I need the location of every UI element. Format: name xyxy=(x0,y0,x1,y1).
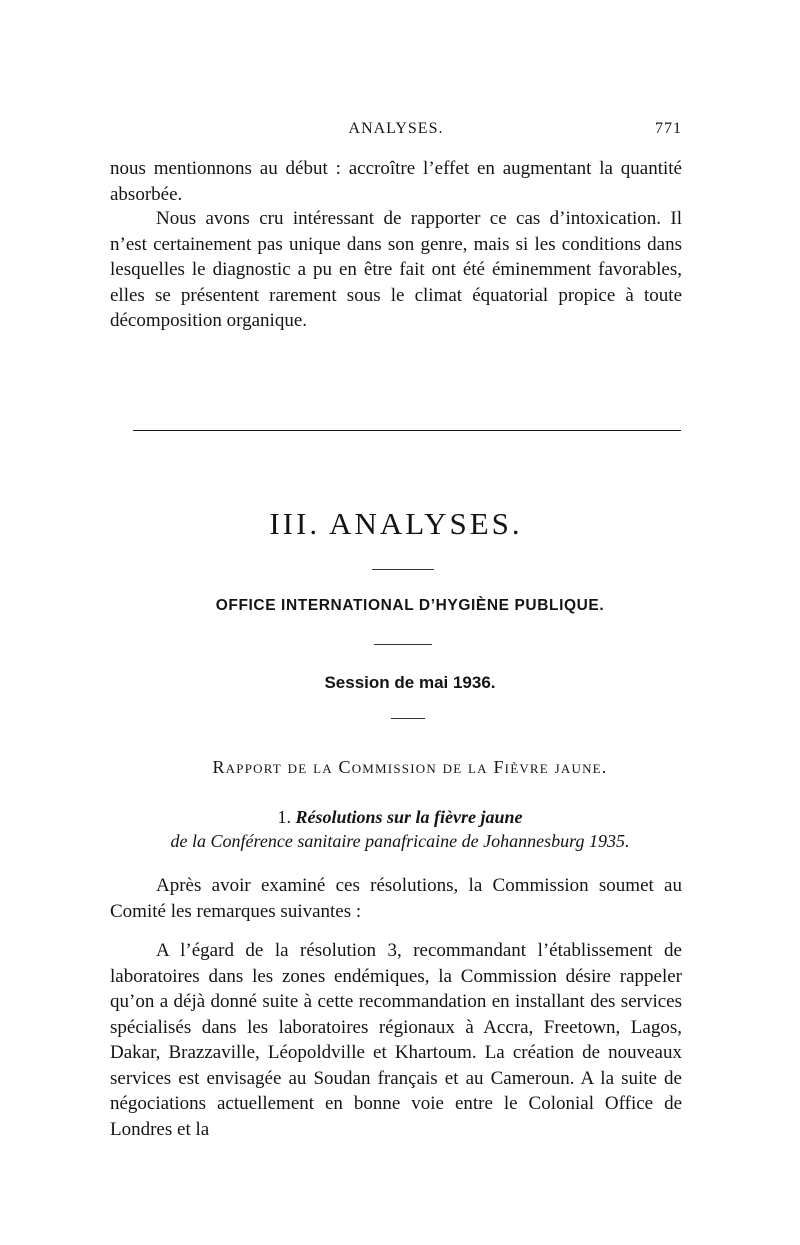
page-number: 771 xyxy=(655,120,682,137)
resolution-number: 1. xyxy=(277,807,291,827)
paragraph-resolution-3: A l’égard de la résolution 3, recommandant l’établissement de laboratoires dans les zones endémiques, la Commission désire rappeler qu’on a déjà donné suite à cette recommandation en installant des services spécialisés dans les laboratoires régionaux à Accra, Freetown, Lagos, Dakar, Brazzaville, Léopoldville et Khartoum. La création de nouveaux services est envisagée au Soudan français et au Cameroun. A la suite de négociations actuellement en bonne voie entre le Colonial Office de Londres et la xyxy=(110,940,682,1140)
resolution-heading-line2: de la Conférence sanitaire panafricaine de Johannesburg 1935. xyxy=(170,831,630,851)
section-divider xyxy=(133,430,681,431)
short-divider xyxy=(372,569,434,570)
section-title: III. ANALYSES. xyxy=(269,506,523,541)
short-divider xyxy=(391,718,425,719)
paragraph-commission-remarks: Après avoir examiné ces résolutions, la Commission soumet au Comité les remarques suivantes : xyxy=(110,875,682,922)
session-heading: Session de mai 1936. xyxy=(324,673,496,692)
running-header xyxy=(110,120,682,144)
running-title: ANALYSES. xyxy=(348,120,444,137)
paragraph-intoxication: Nous avons cru intéressant de rapporter ce cas d’intoxication. Il n’est certainement pas unique dans son genre, mais si les conditions dans lesquelles le diagnostic a pu en être fait ont été éminemment favorables, elles se présentent rarement sous le climat équatorial propice à toute décomposition organique. xyxy=(110,208,682,331)
report-heading: Rapport de la Commission de la Fièvre jaune. xyxy=(212,757,608,777)
office-heading: OFFICE INTERNATIONAL D’HYGIÈNE PUBLIQUE. xyxy=(215,597,605,614)
resolution-heading xyxy=(110,805,690,853)
resolution-heading-line1 xyxy=(110,805,690,829)
paragraph-continued: nous mentionnons au début : accroître l’effet en augmentant la quantité absorbée. xyxy=(110,158,682,205)
short-divider xyxy=(374,644,432,645)
resolution-title-text: Résolutions sur la fièvre jaune xyxy=(295,807,523,827)
